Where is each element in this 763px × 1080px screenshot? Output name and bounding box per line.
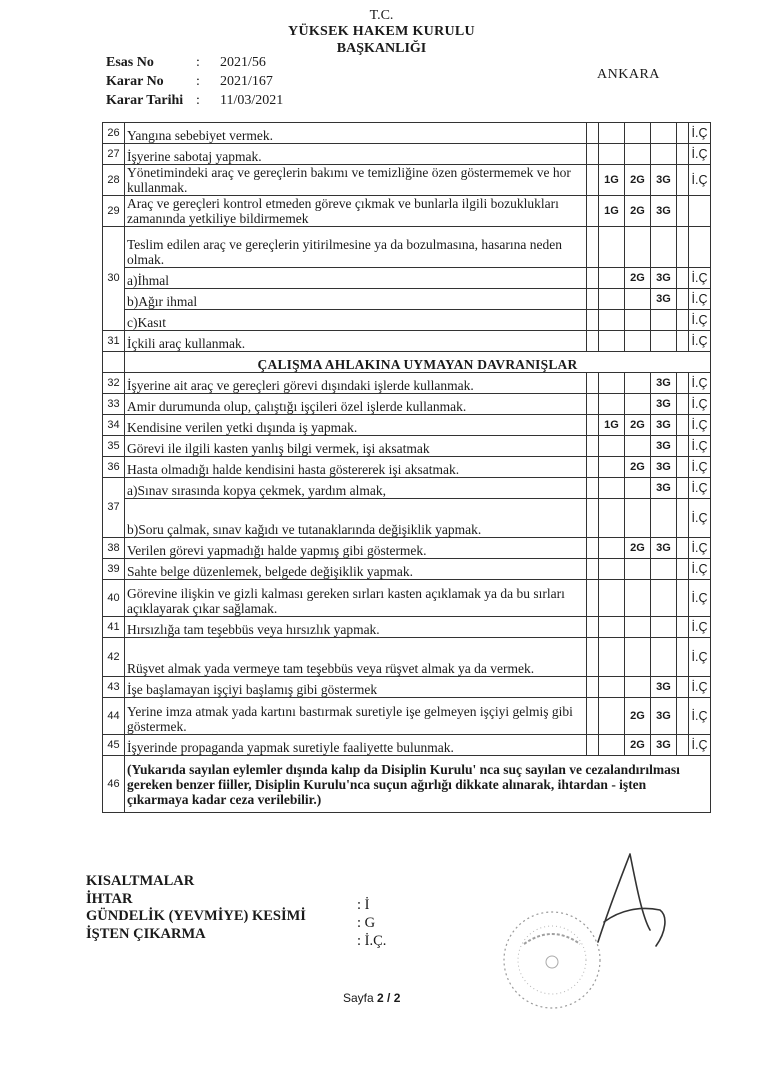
abbreviation-label: İHTAR xyxy=(86,890,133,907)
row-number: 40 xyxy=(103,580,125,617)
row-text: (Yukarıda sayılan eylemler dışında kalıp da Disiplin Kurulu' nca suç sayılan ve cezalandırılması gereken benzer fiiller, Disiplin Kurulu'nca suçun ağırlığı dikkate alınarak, ihtardan - işten çıkarmaya kadar ceza verilebilir.) xyxy=(125,756,711,813)
abbreviation-value: : İ.Ç. xyxy=(357,933,387,949)
table-row xyxy=(103,580,711,617)
abbreviations-labels xyxy=(86,873,306,943)
penalty-ic: İ.Ç xyxy=(689,735,711,756)
penalty-ic: İ.Ç xyxy=(689,268,711,289)
row-number: 33 xyxy=(103,394,125,415)
penalty-ic: İ.Ç xyxy=(689,394,711,415)
penalty-2g: 2G xyxy=(625,415,651,436)
table-row xyxy=(103,559,711,580)
table-row xyxy=(103,617,711,638)
penalty-3g: 3G xyxy=(651,415,677,436)
penalty-1g: 1G xyxy=(599,196,625,227)
penalty-3g: 3G xyxy=(651,289,677,310)
penalty-2g: 2G xyxy=(625,735,651,756)
penalty-3g: 3G xyxy=(651,457,677,478)
penalty-ic: İ.Ç xyxy=(689,310,711,331)
row-text: Görevi ile ilgili kasten yanlış bilgi vermek, işi aksatmak xyxy=(125,436,587,457)
table-row xyxy=(103,677,711,698)
row-number: 41 xyxy=(103,617,125,638)
table-row xyxy=(103,373,711,394)
penalty-ic: İ.Ç xyxy=(689,638,711,677)
penalty-2g: 2G xyxy=(625,698,651,735)
meta-label: Karar Tarihi xyxy=(106,93,184,108)
penalty-3g: 3G xyxy=(651,373,677,394)
row-text: Sahte belge düzenlemek, belgede değişiklik yapmak. xyxy=(125,559,587,580)
table-row xyxy=(103,478,711,499)
penalty-ic: İ.Ç xyxy=(689,165,711,196)
table-row xyxy=(103,415,711,436)
table-row xyxy=(103,756,711,813)
page-number xyxy=(343,991,400,1005)
table-row xyxy=(103,331,711,352)
table-row xyxy=(103,123,711,144)
row-text: Yangına sebebiyet vermek. xyxy=(125,123,587,144)
table-row xyxy=(103,436,711,457)
meta-colon: : xyxy=(196,55,200,70)
row-number: 27 xyxy=(103,144,125,165)
row-number: 43 xyxy=(103,677,125,698)
penalty-2g: 2G xyxy=(625,165,651,196)
offense-table xyxy=(102,122,711,813)
penalty-ic: İ.Ç xyxy=(689,617,711,638)
penalty-ic: İ.Ç xyxy=(689,677,711,698)
penalty-2g: 2G xyxy=(625,457,651,478)
table-row xyxy=(103,638,711,677)
case-meta xyxy=(104,52,285,111)
penalty-ic: İ.Ç xyxy=(689,580,711,617)
penalty-2g: 2G xyxy=(625,538,651,559)
table-row xyxy=(103,196,711,227)
meta-row-tarih xyxy=(106,92,283,109)
abbreviation-label: GÜNDELİK (YEVMİYE) KESİMİ xyxy=(86,908,306,924)
penalty-3g: 3G xyxy=(651,538,677,559)
penalty-1g: 1G xyxy=(599,415,625,436)
row-text: Hasta olmadığı halde kendisini hasta göstererek işi aksatmak. xyxy=(125,457,587,478)
row-subitem: a)Sınav sırasında kopya çekmek, yardım almak, xyxy=(125,478,587,499)
abbreviation-label: İŞTEN ÇIKARMA xyxy=(86,925,206,942)
penalty-3g: 3G xyxy=(651,268,677,289)
penalty-3g: 3G xyxy=(651,735,677,756)
meta-value: 2021/167 xyxy=(220,74,273,89)
penalty-ic: İ.Ç xyxy=(689,478,711,499)
row-text: Yönetimindeki araç ve gereçlerin bakımı ve temizliğine özen göstermemek ve hor kullanmak. xyxy=(125,165,587,196)
abbreviation-value: : İ xyxy=(357,897,370,913)
meta-value: 11/03/2021 xyxy=(220,93,284,108)
table-row xyxy=(103,457,711,478)
penalty-ic: İ.Ç xyxy=(689,559,711,580)
row-number: 35 xyxy=(103,436,125,457)
abbreviations-values xyxy=(357,896,386,950)
meta-label: Esas No xyxy=(106,55,154,70)
abbreviation-value: : G xyxy=(357,915,376,931)
penalty-ic: İ.Ç xyxy=(689,415,711,436)
penalty-2g: 2G xyxy=(625,268,651,289)
section-row xyxy=(103,352,711,373)
penalty-ic: İ.Ç xyxy=(689,499,711,538)
penalty-ic: İ.Ç xyxy=(689,538,711,559)
meta-row-esas xyxy=(106,54,283,71)
row-number: 36 xyxy=(103,457,125,478)
penalty-3g: 3G xyxy=(651,478,677,499)
header-tc: T.C. xyxy=(369,8,394,23)
row-text: İşyerinde propaganda yapmak suretiyle faaliyette bulunmak. xyxy=(125,735,587,756)
row-subitem: b)Soru çalmak, sınav kağıdı ve tutanaklarında değişiklik yapmak. xyxy=(125,499,587,538)
row-number: 38 xyxy=(103,538,125,559)
row-text: Görevine ilişkin ve gizli kalması gereken sırları kasten açıklamak ya da bu sırları açıklayarak çıkar sağlamak. xyxy=(125,580,587,617)
page-prefix: Sayfa xyxy=(343,991,378,1005)
row-number: 31 xyxy=(103,331,125,352)
row-text: İşyerine sabotaj yapmak. xyxy=(125,144,587,165)
row-text: Teslim edilen araç ve gereçlerin yitirilmesine ya da bozulmasına, hasarına neden olmak. xyxy=(125,227,587,268)
penalty-ic: İ.Ç xyxy=(689,457,711,478)
page-value: 2 / 2 xyxy=(377,991,401,1005)
penalty-1g: 1G xyxy=(599,165,625,196)
meta-colon: : xyxy=(196,74,200,89)
penalty-3g: 3G xyxy=(651,436,677,457)
penalty-2g: 2G xyxy=(625,196,651,227)
penalty-3g: 3G xyxy=(651,394,677,415)
header-presidency: BAŞKANLIĞI xyxy=(336,41,427,56)
row-text: İşe başlamayan işçiyi başlamış gibi göstermek xyxy=(125,677,587,698)
row-text: İçkili araç kullanmak. xyxy=(125,331,587,352)
row-number: 37 xyxy=(103,478,125,538)
city-label: ANKARA xyxy=(597,67,660,82)
header-institution: YÜKSEK HAKEM KURULU xyxy=(288,24,475,39)
row-text: Rüşvet almak yada vermeye tam teşebbüs veya rüşvet almak ya da vermek. xyxy=(125,638,587,677)
meta-colon: : xyxy=(196,93,200,108)
row-subitem: b)Ağır ihmal xyxy=(125,289,587,310)
meta-label: Karar No xyxy=(106,74,164,89)
table-row xyxy=(103,227,711,268)
meta-value: 2021/56 xyxy=(220,55,266,70)
table-subrow xyxy=(103,499,711,538)
table-subrow xyxy=(103,310,711,331)
penalty-ic: İ.Ç xyxy=(689,331,711,352)
penalty-ic: İ.Ç xyxy=(689,373,711,394)
table-row xyxy=(103,394,711,415)
row-text: Araç ve gereçleri kontrol etmeden göreve çıkmak ve bunlarla ilgili bozuklukları zamanında yetkiliye bildirmemek xyxy=(125,196,587,227)
penalty-3g: 3G xyxy=(651,677,677,698)
row-number: 45 xyxy=(103,735,125,756)
row-text: İşyerine ait araç ve gereçleri görevi dışındaki işlerde kullanmak. xyxy=(125,373,587,394)
seal-stamp-icon xyxy=(490,900,610,1010)
row-subitem: c)Kasıt xyxy=(125,310,587,331)
table-row xyxy=(103,144,711,165)
abbreviations-title: KISALTMALAR xyxy=(86,873,195,889)
section-heading: ÇALIŞMA AHLAKINA UYMAYAN DAVRANIŞLAR xyxy=(125,352,711,373)
row-number: 34 xyxy=(103,415,125,436)
penalty-ic: İ.Ç xyxy=(689,436,711,457)
table-subrow xyxy=(103,289,711,310)
penalty-3g: 3G xyxy=(651,196,677,227)
row-number: 46 xyxy=(103,756,125,813)
meta-row-karar xyxy=(106,73,283,90)
penalty-ic: İ.Ç xyxy=(689,289,711,310)
penalty-3g: 3G xyxy=(651,698,677,735)
row-text: Yerine imza atmak yada kartını bastırmak suretiyle işe gelmeyen işçiyi gelmiş gibi göstermek. xyxy=(125,698,587,735)
table-subrow xyxy=(103,268,711,289)
table-row xyxy=(103,538,711,559)
table-row xyxy=(103,698,711,735)
row-subitem: a)İhmal xyxy=(125,268,587,289)
penalty-ic: İ.Ç xyxy=(689,698,711,735)
penalty-ic: İ.Ç xyxy=(689,144,711,165)
row-text: Verilen görevi yapmadığı halde yapmış gibi göstermek. xyxy=(125,538,587,559)
row-text: Hırsızlığa tam teşebbüs veya hırsızlık yapmak. xyxy=(125,617,587,638)
row-number: 39 xyxy=(103,559,125,580)
penalty-3g: 3G xyxy=(651,165,677,196)
row-number: 44 xyxy=(103,698,125,735)
penalty-ic: İ.Ç xyxy=(689,123,711,144)
row-text: Amir durumunda olup, çalıştığı işçileri özel işlerde kullanmak. xyxy=(125,394,587,415)
row-number: 26 xyxy=(103,123,125,144)
row-number: 29 xyxy=(103,196,125,227)
row-number: 42 xyxy=(103,638,125,677)
table-row xyxy=(103,165,711,196)
row-number: 28 xyxy=(103,165,125,196)
row-text: Kendisine verilen yetki dışında iş yapmak. xyxy=(125,415,587,436)
row-number: 32 xyxy=(103,373,125,394)
row-number: 30 xyxy=(103,227,125,331)
table-row xyxy=(103,735,711,756)
